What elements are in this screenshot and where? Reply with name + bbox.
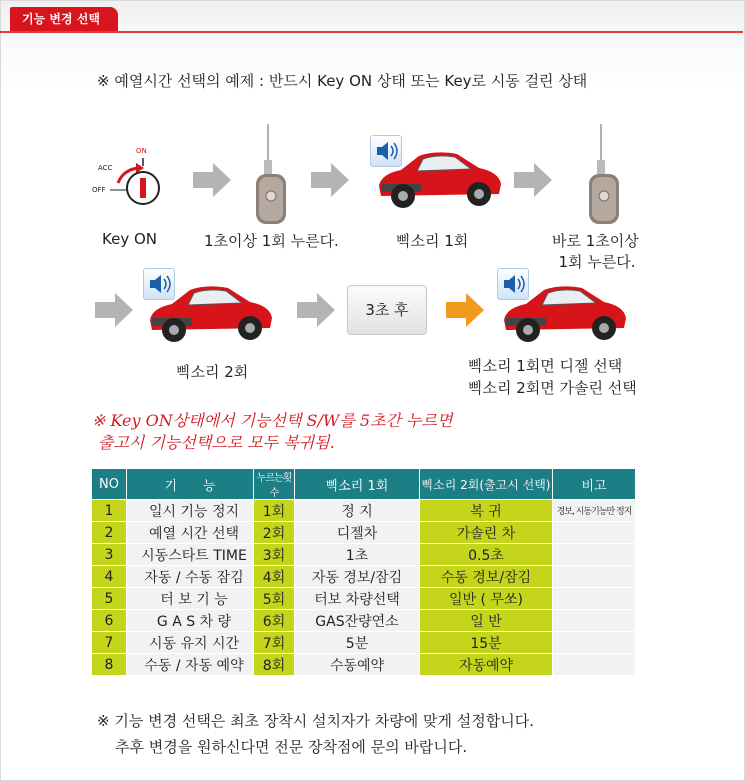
cell-beep1: 1초 xyxy=(295,544,420,566)
result-label-2: 삑소리 2회면 가솔린 선택 xyxy=(468,379,637,397)
cell-remark xyxy=(553,588,636,610)
step-immediate-label-1: 바로 1초이상 xyxy=(552,232,639,250)
table-row xyxy=(92,654,636,676)
remote-control-icon xyxy=(250,122,290,226)
reset-notice-line-2: 출고시 기능선택으로 모두 복귀됨. xyxy=(98,433,335,452)
table-row xyxy=(92,588,636,610)
cell-beep1: 정 지 xyxy=(295,500,420,522)
cell-remark xyxy=(553,610,636,632)
cell-beep2: 복 귀 xyxy=(420,500,553,522)
cell-beep1: 터보 차량선택 xyxy=(295,588,420,610)
cell-remark xyxy=(553,654,636,676)
cell-beep1: GAS잔량연소 xyxy=(295,610,420,632)
arrow-right-icon xyxy=(193,163,233,197)
intro-text: ※ 예열시간 선택의 예제 : 반드시 Key ON 상태 또는 Key로 시동 걸린 상태 xyxy=(97,72,588,90)
cell-beep1: 자동 경보/잠김 xyxy=(295,566,420,588)
cell-beep2: 일반 ( 무쏘) xyxy=(420,588,553,610)
cell-remark: 경보, 시동기능만 정지 xyxy=(553,500,636,522)
cell-press-count: 6회 xyxy=(254,610,295,632)
cell-press-count: 3회 xyxy=(254,544,295,566)
wait-3s-box: 3초 후 xyxy=(347,285,427,335)
reset-notice-line-1: ※ Key ON상태에서 기능선택 S/W를 5초간 누르면 xyxy=(92,411,453,430)
reset-notice xyxy=(92,410,452,454)
table-row xyxy=(92,544,636,566)
arrow-right-orange-icon xyxy=(446,293,486,327)
cell-function: 터 보 기 능 xyxy=(127,588,254,610)
cell-no: 4 xyxy=(92,566,127,588)
col-header-function: 기 능 xyxy=(127,469,254,500)
table-header-row xyxy=(92,469,636,500)
arrow-right-icon xyxy=(297,293,337,327)
cell-press-count: 4회 xyxy=(254,566,295,588)
arrow-right-icon xyxy=(311,163,351,197)
cell-function: 시동스타트 TIME xyxy=(127,544,254,566)
cell-press-count: 7회 xyxy=(254,632,295,654)
cell-beep1: 수동예약 xyxy=(295,654,420,676)
cell-beep2: 가솔린 차 xyxy=(420,522,553,544)
cell-beep2: 일 반 xyxy=(420,610,553,632)
car-icon xyxy=(146,282,276,344)
table-row xyxy=(92,522,636,544)
col-header-press-count: 누르는횟수 xyxy=(254,469,295,500)
cell-beep2: 수동 경보/잠김 xyxy=(420,566,553,588)
remote-control-icon xyxy=(583,122,623,226)
col-header-beep1: 삑소리 1회 xyxy=(295,469,420,500)
header-divider xyxy=(0,31,743,33)
cell-no: 2 xyxy=(92,522,127,544)
arrow-right-icon xyxy=(95,293,135,327)
cell-beep1: 디젤차 xyxy=(295,522,420,544)
cell-beep2: 자동예약 xyxy=(420,654,553,676)
cell-no: 3 xyxy=(92,544,127,566)
cell-press-count: 5회 xyxy=(254,588,295,610)
footer-note xyxy=(97,708,534,760)
cell-press-count: 2회 xyxy=(254,522,295,544)
step-immediate-label-2: 1회 누른다. xyxy=(558,253,636,271)
cell-remark xyxy=(553,632,636,654)
cell-beep2: 0.5초 xyxy=(420,544,553,566)
cell-beep1: 5분 xyxy=(295,632,420,654)
table-row xyxy=(92,500,636,522)
key-switch-icon xyxy=(88,140,168,210)
step-beep1-label: 삑소리 1회 xyxy=(396,232,469,250)
cell-no: 8 xyxy=(92,654,127,676)
cell-remark xyxy=(553,522,636,544)
cell-press-count: 1회 xyxy=(254,500,295,522)
step-beep2-label: 삑소리 2회 xyxy=(176,363,249,381)
table-row xyxy=(92,610,636,632)
cell-no: 6 xyxy=(92,610,127,632)
cell-no: 7 xyxy=(92,632,127,654)
cell-remark xyxy=(553,566,636,588)
table-row xyxy=(92,632,636,654)
cell-function: 수동 / 자동 예약 xyxy=(127,654,254,676)
footer-note-line-1: ※ 기능 변경 선택은 최초 장착시 설치자가 차량에 맞게 설정합니다. xyxy=(97,712,534,730)
section-tag: 기능 변경 선택 xyxy=(10,7,118,31)
cell-function: G A S 차 량 xyxy=(127,610,254,632)
car-icon xyxy=(500,282,630,344)
car-icon xyxy=(375,148,505,210)
cell-beep2: 15분 xyxy=(420,632,553,654)
cell-function: 예열 시간 선택 xyxy=(127,522,254,544)
switch-off-label: OFF xyxy=(92,186,106,194)
cell-remark xyxy=(553,544,636,566)
col-header-remark: 비고 xyxy=(553,469,636,500)
cell-press-count: 8회 xyxy=(254,654,295,676)
col-header-beep2: 삑소리 2회(출고시 선택) xyxy=(420,469,553,500)
step-key-on-label: Key ON xyxy=(102,230,157,248)
cell-no: 5 xyxy=(92,588,127,610)
step-press-label: 1초이상 1회 누른다. xyxy=(204,232,339,250)
switch-acc-label: ACC xyxy=(98,164,113,172)
footer-note-line-2: 추후 변경을 원하신다면 전문 장착점에 문의 바랍니다. xyxy=(115,738,468,756)
switch-on-label: ON xyxy=(136,147,147,155)
cell-no: 1 xyxy=(92,500,127,522)
table-row xyxy=(92,566,636,588)
cell-function: 시동 유지 시간 xyxy=(127,632,254,654)
result-label-1: 삑소리 1회면 디젤 선택 xyxy=(468,357,623,375)
cell-function: 일시 기능 정지 xyxy=(127,500,254,522)
function-table xyxy=(91,468,636,676)
col-header-no: NO xyxy=(92,469,127,500)
arrow-right-icon xyxy=(514,163,554,197)
cell-function: 자동 / 수동 잠김 xyxy=(127,566,254,588)
